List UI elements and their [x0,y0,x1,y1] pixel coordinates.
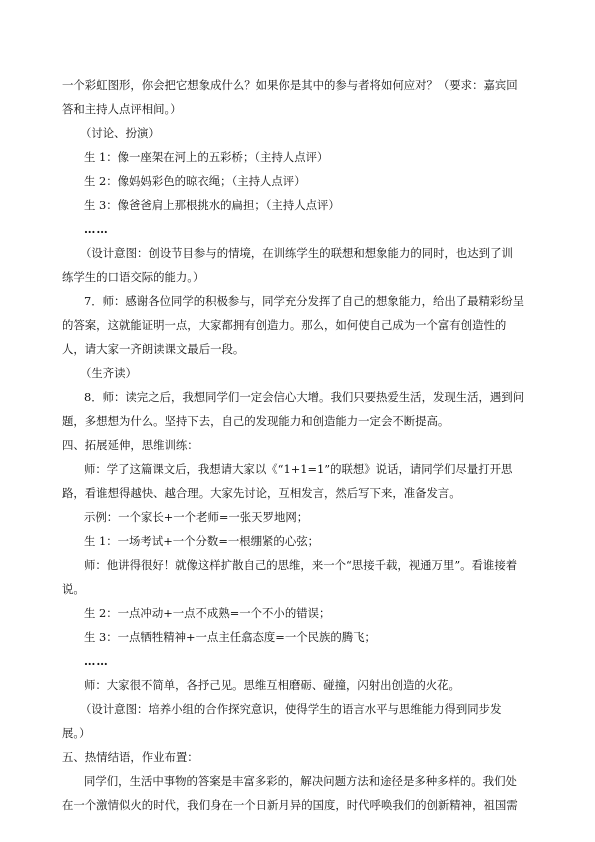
section-heading: 四、拓展延伸，思维训练： [62,438,199,452]
ellipsis: …… [84,654,109,668]
teacher-line: 7．师：感谢各位同学的积极参与，同学充分发挥了自己的想象能力，给出了最精彩纷呈 [84,294,525,308]
teacher-line: 师：他讲得很好！就像这样扩散自己的思维，来一个“思接千载，视通万里”。看谁接着 [84,558,518,572]
paragraph-line: 人，请大家一齐朗读课文最后一段。 [62,342,245,356]
design-intent-note: （设计意图：培养小组的合作探究意识，使得学生的语言水平与思维能力得到同步发 [80,702,502,716]
section-heading: 五、热情结语，作业布置： [62,750,199,764]
teacher-line: 8．师：读完之后，我想同学们一定会信心大增。我们只要热爱生活，发现生活，遇到问 [84,390,525,404]
student-answer: 生 2：像妈妈彩色的晾衣绳；（主持人点评） [84,174,306,188]
paragraph-line: 的答案，这就能证明一点，大家都拥有创造力。那么，如何使自己成为一个富有创造性的 [62,318,507,332]
paragraph-line: 一个彩虹图形，你会把它想象成什么？如果你是其中的参与者将如何应对？（要求：嘉宾回 [62,78,518,92]
ellipsis: …… [84,222,109,236]
student-answer: 生 1：像一座架在河上的五彩桥；（主持人点评） [84,150,329,164]
paragraph-line: 在一个激情似火的时代，我们身在一个日新月异的国度，时代呼唤我们的创新精神，祖国需 [62,798,518,812]
design-intent-note: 练学生的口语交际的能力。） [62,270,205,284]
design-intent-note: （设计意图：创设节目参与的情境，在训练学生的联想和想象能力的同时，也达到了训 [80,246,513,260]
paragraph-line: 答和主持人点评相间。） [62,102,182,116]
student-answer: 生 2：一点冲动+一点不成熟=一个不小的错误； [84,606,331,620]
paragraph-line: 同学们，生活中事物的答案是丰富多彩的，解决问题方法和途径是多种多样的。我们处 [84,774,517,788]
paragraph-line: 路，看谁想得越快、越合理。大家先讨论，互相发言，然后写下来，准备发言。 [62,486,461,500]
stage-direction: （生齐读） [80,366,137,380]
stage-direction: （讨论、扮演） [80,126,160,140]
teacher-line: 师：学了这篇课文后，我想请大家以《“1+1=1”的联想》说话，请同学们尽量打开思 [84,462,513,476]
student-answer: 生 3：一点牺牲精神+一点主任翕态度=一个民族的腾飞； [84,630,376,644]
teacher-line: 师：大家很不简单，各抒己见。思维互相磨砺、碰撞，闪射出创造的火花。 [84,678,460,692]
student-answer: 生 3：像爸爸肩上那根挑水的扁担；（主持人点评） [84,198,340,212]
student-answer: 生 1：一场考试+一个分数=一根绷紧的心弦； [84,534,319,548]
example-line: 示例：一个家长+一个老师=一张天罗地网； [84,510,309,524]
design-intent-note: 展。） [62,726,91,740]
paragraph-line: 题，多想想为什么。坚持下去，自己的发现能力和创造能力一定会不断提高。 [62,414,450,428]
paragraph-line: 说。 [62,582,85,596]
